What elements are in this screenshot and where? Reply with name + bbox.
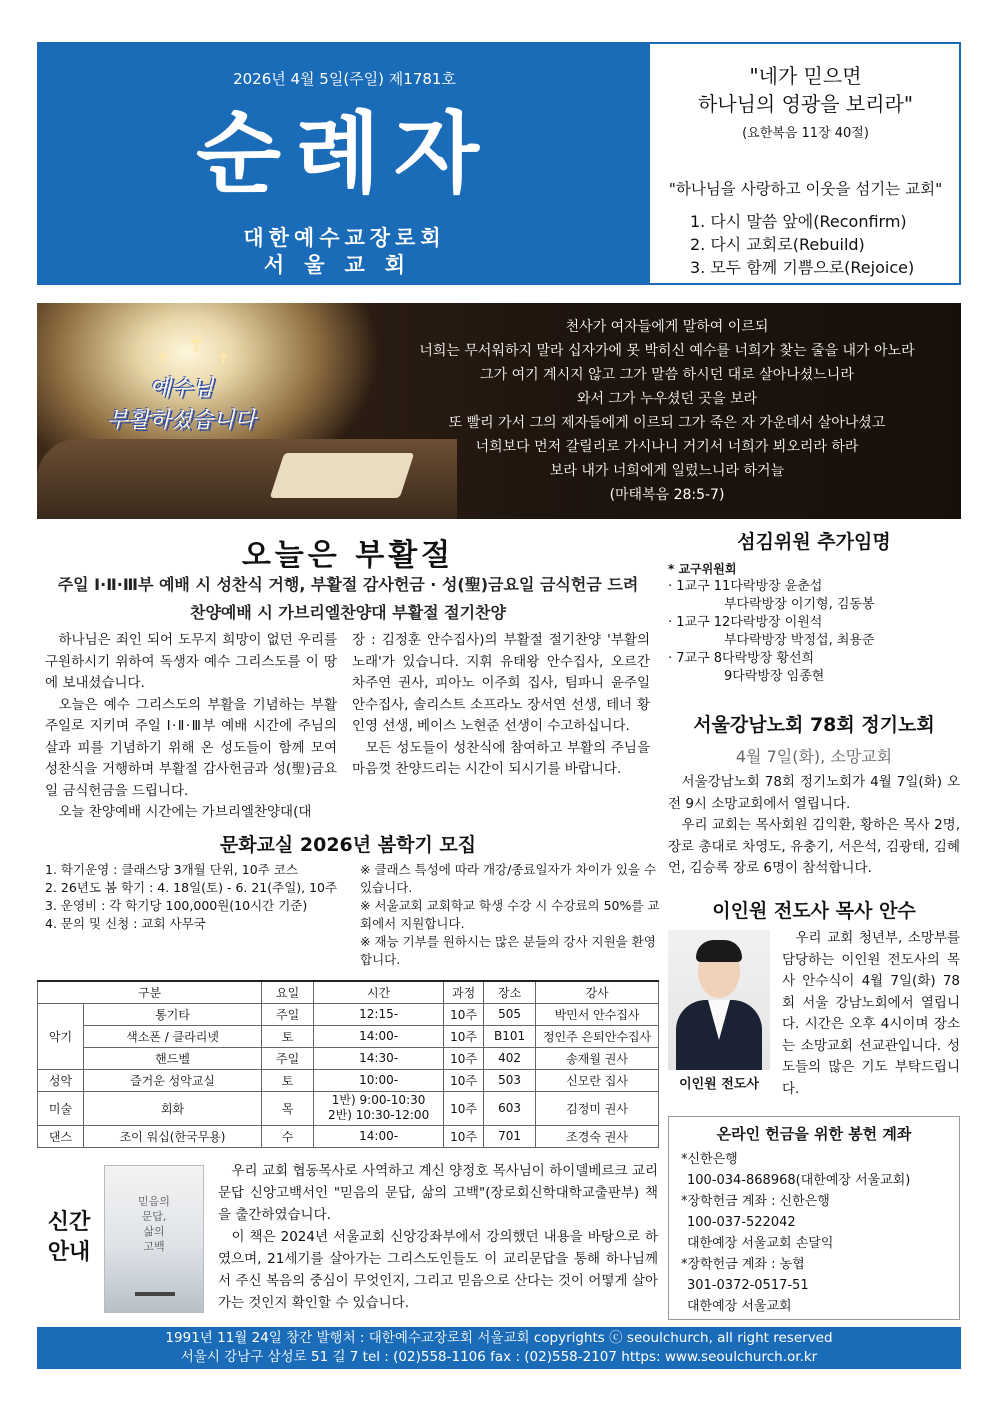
- banner-scripture: [377, 315, 957, 507]
- presbytery-paragraph: 서울강남노회 78회 정기노회가 4월 7일(화) 오전 9시 소망교회에서 열립니다.: [668, 774, 960, 812]
- footer-line-2: 서울시 강남구 삼성로 51 길 7 tel : (02)558-1106 fax : (02)558-2107 https: www.seoulchurch.or.kr: [180, 1349, 818, 1365]
- room-cell: 503: [484, 1069, 536, 1091]
- easter-paragraph: 오늘은 예수 그리스도의 부활을 기념하는 부활주일로 지키며 주일 Ⅰ·Ⅱ·Ⅲ부 예배 시간에 주님의 살과 피를 기념하기 위해 온 성도들이 함께 모여 성찬식을 거행하며 부활절 감사헌금과 성(聖)금요일 금식헌금을 드립니다.: [45, 696, 337, 799]
- motto-verse: [650, 62, 961, 118]
- account-line: 100-037-522042: [687, 1215, 796, 1230]
- column-header: 요일: [262, 981, 314, 1003]
- room-cell: B101: [484, 1025, 536, 1047]
- teacher-cell: 박민서 안수집사: [536, 1003, 659, 1025]
- appointment-title: 섬김위원 추가임명: [737, 531, 891, 553]
- time-cell: 14:00-: [314, 1125, 444, 1147]
- course-cell: 10주: [444, 1125, 484, 1147]
- goal-item: 3. 모두 함께 기쁨으로(Rejoice): [690, 258, 915, 277]
- time-line: 1반) 9:00-10:30: [331, 1093, 426, 1107]
- account-line: 301-0372-0517-51: [687, 1278, 809, 1293]
- offering-accounts-list: [681, 1149, 910, 1317]
- time-line: 2반) 10:30-12:00: [327, 1108, 430, 1122]
- time-cell: 10:00-: [314, 1069, 444, 1091]
- new-book-label-line: 신간: [47, 1210, 91, 1235]
- class-name-cell: 즐거운 성악교실: [84, 1069, 262, 1091]
- book-cover-title-line: 고백: [143, 1240, 165, 1253]
- new-book-label-line: 안내: [47, 1240, 91, 1265]
- category-cell: 댄스: [38, 1125, 84, 1147]
- class-name-cell: 조이 워십(한국무용): [84, 1125, 262, 1147]
- denomination-name: 대한예수교장로회: [243, 226, 446, 250]
- account-line: 대한예장 서울교회 손달익: [687, 1236, 834, 1251]
- book-cover-title-line: 삶의: [143, 1225, 165, 1238]
- column-header: 강사: [536, 981, 659, 1003]
- presbytery-article: [668, 772, 960, 880]
- culture-note-item: ※ 재능 기부를 원하시는 많은 분들의 강사 지원을 환영합니다.: [360, 934, 656, 967]
- offering-accounts-title: 온라인 헌금을 위한 봉헌 계좌: [716, 1125, 912, 1143]
- easter-banner: [37, 303, 961, 519]
- day-cell: 수: [262, 1125, 314, 1147]
- verse-line: 또 빨리 가서 그의 제자들에게 이르되 그가 죽은 자 가운데서 살아나셨고: [448, 415, 886, 431]
- day-cell: 토: [262, 1069, 314, 1091]
- new-book-paragraph: 우리 교회 협동목사로 사역하고 계신 양정호 목사님이 하이델베르크 교리문답 신앙고백서인 "믿음의 문답, 삶의 고백"(장로회신학대학교출판부) 책을 출간하였습니다.: [218, 1163, 658, 1223]
- appointment-item: · 7교구 8다락방장 황선희: [668, 651, 815, 666]
- column-header: 장소: [484, 981, 536, 1003]
- motto-panel: [650, 44, 961, 283]
- course-cell: 10주: [444, 1003, 484, 1025]
- column-header: 구분: [38, 981, 262, 1003]
- class-schedule-table: [37, 980, 659, 1148]
- class-name-cell: 색소폰 / 클라리넷: [84, 1025, 262, 1047]
- cross-icon: ✝: [217, 349, 231, 368]
- table-row: [38, 1125, 659, 1147]
- church-name: 서울교회: [263, 253, 426, 277]
- offering-accounts-box: [668, 1116, 960, 1320]
- book-cover-title-line: 믿음의: [138, 1195, 170, 1208]
- account-line: *장학헌금 계좌 : 신한은행: [681, 1194, 830, 1209]
- easter-column-1: [45, 630, 337, 824]
- column-header: 과정: [444, 981, 484, 1003]
- appointment-list: [668, 560, 960, 686]
- column-header: 시간: [314, 981, 444, 1003]
- church-vision: "하나님을 사랑하고 이웃을 섬기는 교회": [668, 180, 943, 198]
- portrait-hair: [696, 940, 742, 962]
- banner-script: [107, 373, 256, 437]
- cross-icon: ✝: [187, 333, 206, 358]
- motto-line-2: 하나님의 영광을 보리라": [697, 92, 914, 116]
- class-name-cell: 회화: [84, 1091, 262, 1125]
- table-row: [38, 1003, 659, 1025]
- course-cell: 10주: [444, 1047, 484, 1069]
- table-row: [38, 1025, 659, 1047]
- category-cell: 악기: [38, 1003, 84, 1069]
- motto-line-1: "네가 믿으면: [749, 64, 862, 88]
- day-cell: 토: [262, 1025, 314, 1047]
- time-cell: 12:15-: [314, 1003, 444, 1025]
- table-row: [38, 1047, 659, 1069]
- verse-line: 와서 그가 누우셨던 곳을 보라: [576, 391, 758, 407]
- teacher-cell: 김정미 권사: [536, 1091, 659, 1125]
- account-line: *신한은행: [681, 1152, 738, 1167]
- easter-subheadline-1: 주일 Ⅰ·Ⅱ·Ⅲ부 예배 시 성찬식 거행, 부활절 감사헌금 · 성(聖)금요일 금식헌금 드려: [57, 575, 639, 594]
- course-cell: 10주: [444, 1069, 484, 1091]
- appointment-sub-item: 부다락방장 이기형, 김동봉: [724, 597, 875, 612]
- goal-item: 2. 다시 교회로(Rebuild): [690, 235, 865, 254]
- table-row: [38, 1069, 659, 1091]
- issue-line: 2026년 4월 5일(주일) 제1781호: [233, 70, 456, 88]
- culture-info-item: 3. 운영비 : 각 학기당 100,000원(10시간 기준): [45, 898, 308, 913]
- day-cell: 주일: [262, 1047, 314, 1069]
- room-cell: 402: [484, 1047, 536, 1069]
- verse-line: 천사가 여자들에게 말하여 이르되: [565, 319, 769, 335]
- category-cell: 미술: [38, 1091, 84, 1125]
- easter-headline: 오늘은 부활절: [241, 538, 455, 573]
- course-cell: 10주: [444, 1091, 484, 1125]
- appointment-sub-item: 9다락방장 임종현: [724, 669, 825, 684]
- room-cell: 701: [484, 1125, 536, 1147]
- verse-line: 보라 내가 너희에게 일렀느니라 하거늘: [549, 463, 785, 479]
- appointment-sub-item: 부다락방장 박정섭, 최용준: [724, 633, 875, 648]
- portrait-caption: 이인원 전도사: [679, 1077, 759, 1092]
- newsletter-title: 순례자: [195, 102, 494, 205]
- ordination-title: 이인원 전도사 목사 안수: [712, 900, 916, 922]
- easter-paragraph: 하나님은 죄인 되어 도무지 희망이 없던 우리를 구원하시기 위하여 독생자 예수 그리스도를 이 땅에 보내셨습니다.: [45, 632, 337, 691]
- book-cover-decoration: [135, 1292, 175, 1296]
- teacher-cell: 정인주 은퇴안수집사: [536, 1025, 659, 1047]
- appointment-group: * 교구위원회: [668, 562, 737, 576]
- culture-info-list: [45, 861, 365, 933]
- book-cover-title: [105, 1194, 203, 1254]
- account-line: 대한예장 서울교회: [687, 1299, 792, 1314]
- culture-info-item: 1. 학기운영 : 클래스당 3개월 단위, 10주 코스: [45, 862, 298, 877]
- ordination-article: [782, 928, 960, 1100]
- banner-script-line-1: 예수님: [149, 376, 214, 401]
- goals-list: [690, 210, 914, 279]
- course-cell: 10주: [444, 1025, 484, 1047]
- table-row: [38, 1091, 659, 1125]
- culture-info-item: 4. 문의 및 신청 : 교회 사무국: [45, 916, 206, 931]
- cross-icon: ✝: [157, 349, 171, 368]
- easter-column-2: [352, 630, 650, 781]
- footer-line-1: 1991년 11월 24일 창간 발행처 : 대한예수교장로회 서울교회 copyrights ⓒ seoulchurch, all right reserved: [165, 1330, 833, 1346]
- portrait-photo: [668, 930, 770, 1070]
- day-cell: 목: [262, 1091, 314, 1125]
- appointment-item: · 1교구 12다락방장 이원석: [668, 615, 823, 630]
- culture-notes-list: [360, 861, 660, 969]
- easter-subheadline-2: 찬양예배 시 가브리엘찬양대 부활절 절기찬양: [190, 603, 506, 622]
- culture-note-item: ※ 클래스 특성에 따라 개강/종료일자가 차이가 있을 수 있습니다.: [360, 862, 657, 895]
- presbytery-title: 서울강남노회 78회 정기노회: [693, 714, 935, 736]
- easter-paragraph: 모든 성도들이 성찬식에 참여하고 부활의 주님을 마음껏 찬양드리는 시간이 되시기를 바랍니다.: [352, 739, 650, 777]
- presbytery-subtitle: 4월 7일(화), 소망교회: [735, 747, 893, 766]
- table-header-row: [38, 981, 659, 1003]
- new-book-article: [218, 1160, 658, 1314]
- class-name-cell: 통기타: [84, 1003, 262, 1025]
- teacher-cell: 송재월 권사: [536, 1047, 659, 1069]
- culture-info-item: 2. 26년도 봄 학기 : 4. 18일(토) - 6. 21(주일), 10주: [45, 880, 338, 895]
- new-book-label: [40, 1208, 98, 1268]
- easter-paragraph: 장 : 김정훈 안수집사)의 부활절 절기찬양 '부활의 노래'가 있습니다. 지휘 유태왕 안수집사, 오르간 차주연 권사, 피아노 이주희 집사, 팀파니 윤주일 안수집사, 솔리스트 소프라노 장서연 선생, 테너 황인영 선생, 베이스 노현준 선생이 수고하십니다.: [352, 632, 650, 734]
- banner-script-line-2: 부활하셨습니다: [107, 408, 256, 433]
- teacher-cell: 신모란 집사: [536, 1069, 659, 1091]
- culture-note-item: ※ 서울교회 교회학교 학생 수강 시 수강료의 50%를 교회에서 지원합니다.: [360, 898, 660, 931]
- footer: [37, 1327, 961, 1369]
- day-cell: 주일: [262, 1003, 314, 1025]
- culture-class-title: 문화교실 2026년 봄학기 모집: [219, 834, 477, 856]
- time-cell: 14:30-: [314, 1047, 444, 1069]
- category-cell: 성악: [38, 1069, 84, 1091]
- goal-item: 1. 다시 말씀 앞에(Reconfirm): [690, 212, 907, 231]
- new-book-paragraph: 이 책은 2024년 서울교회 신앙강좌부에서 강의했던 내용을 바탕으로 하였으며, 21세기를 살아가는 그리스도인들도 이 교리문답을 통해 하나님께서 주신 복음의 중심이 무엇인지, 그리고 믿음으로 산다는 것이 어떻게 살아가는 것인지 확인할 수 있습니다.: [218, 1229, 658, 1311]
- masthead-box: [37, 42, 961, 285]
- teacher-cell: 조경숙 권사: [536, 1125, 659, 1147]
- time-cell: 14:00-: [314, 1025, 444, 1047]
- ordination-paragraph: 우리 교회 청년부, 소망부를 담당하는 이인원 전도사의 목사 안수식이 4월 7일(화) 78회 서울 강남노회에서 열립니다. 시간은 오후 4시이며 장소는 소망교회 선교관입니다. 성도들의 많은 기도 부탁드립니다.: [782, 930, 960, 1097]
- verse-line: 그가 여기 계시지 않고 그가 말씀 하시던 대로 살아나셨느니라: [480, 367, 854, 383]
- book-cover-image: [104, 1165, 204, 1313]
- room-cell: 505: [484, 1003, 536, 1025]
- easter-paragraph: 오늘 찬양예배 시간에는 가브리엘찬양대(대: [58, 804, 312, 820]
- room-cell: 603: [484, 1091, 536, 1125]
- time-cell: [314, 1091, 444, 1125]
- verse-line: 너희보다 먼저 갈릴리로 가시나니 거기서 너희가 뵈오리라 하라: [475, 439, 859, 455]
- account-line: *장학헌금 계좌 : 농협: [681, 1257, 805, 1272]
- book-cover-title-line: 문답,: [141, 1210, 167, 1223]
- account-line: 100-034-868968(대한예장 서울교회): [687, 1173, 911, 1188]
- verse-line: 너희는 무서워하지 말라 십자가에 못 박히신 예수를 너희가 찾는 줄을 내가 아노라: [419, 343, 915, 359]
- verse-reference: (마태복음 28:5-7): [609, 487, 725, 503]
- masthead-panel: [39, 44, 650, 283]
- presbytery-paragraph: 우리 교회는 목사회원 김익환, 황하은 목사 2명, 장로 총대로 차영도, 유충기, 서은석, 김광태, 김혜언, 김승록 장로 6명이 참석합니다.: [668, 817, 960, 876]
- appointment-item: · 1교구 11다락방장 윤춘섭: [668, 579, 823, 594]
- class-name-cell: 핸드벨: [84, 1047, 262, 1069]
- motto-reference: (요한복음 11장 40절): [742, 126, 869, 141]
